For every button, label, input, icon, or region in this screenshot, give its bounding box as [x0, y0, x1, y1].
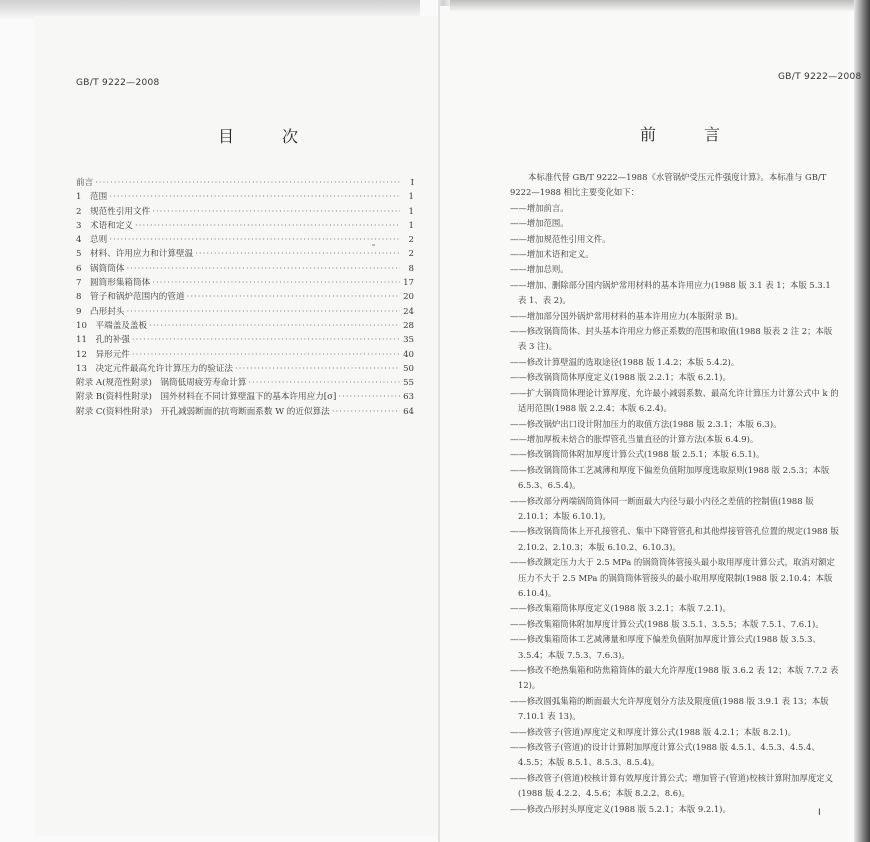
preface-change-item: ——修改管子(管道)厚度定义和厚度计算公式(1988 版 4.2.1；本版 8.2.1)。 [510, 726, 796, 737]
preface-change-list [510, 201, 840, 817]
toc-leader-dots [95, 178, 400, 188]
preface-change-item: ——修改管子(管道)的设计计算附加厚度计算公式(1988 版 4.5.1、4.5.3、4.5.4、4.5.5；本版 8.5.1、8.5.3、8.5.4)。 [510, 742, 820, 768]
toc-leader-dots [132, 335, 400, 345]
toc-entry-title: 附录 B(资料性附录) 国外材料在不同计算壁温下的基本许用应力[σ] [76, 392, 337, 403]
preface-change-item: ——修改部分两端锅筒筒体同一断面最大内径与最小内径之差值的控制值(1988 版 2.10.1；本版 6.10.1)。 [510, 495, 814, 521]
toc-entry-page: 40 [403, 349, 414, 360]
toc-entry [76, 362, 414, 376]
preface-change-item: ——扩大锅筒筒体理论计算厚度、允许最小减弱系数、最高允许计算压力计算公式中 k 的适用范围(1988 版 2.2.4；本版 6.2.4)。 [510, 387, 839, 414]
toc-entry-title: 附录 A(规范性附录) 锅筒低周疲劳寿命计算 [76, 378, 247, 389]
toc-entry-title: 3 术语和定义 [76, 220, 134, 231]
toc-entry-title: 6 锅筒筒体 [76, 263, 125, 274]
toc-entry-page: 1 [408, 206, 414, 217]
preface-change-item: ——增加厚板未焙合的胀焊管孔当量直径的计算方法(本版 6.4.9)。 [510, 433, 759, 444]
toc-entry [76, 262, 414, 276]
toc-entry-title: 附录 C(资料性附录) 开孔减弱断面的抗弯断面系数 W 的近似算法 [76, 406, 330, 417]
toc-entry-title: 前言 [76, 178, 94, 188]
toc-entry [76, 348, 414, 362]
toc-leader-dots [126, 307, 400, 317]
toc-entry-title: 11 孔的补强 [76, 335, 130, 346]
toc-entry [76, 305, 414, 319]
preface-change-item: ——修改集箱筒体工艺减薄量和厚度下偏差负值附加厚度计算公式(1988 版 3.5.3、3.5.4；本版 7.5.3、7.6.3)。 [510, 634, 821, 660]
preface-change-item: ——增加规范性引用文件。 [510, 233, 611, 244]
preface-change-item: ——修改凸形封头厚度定义(1988 版 5.2.1；本版 9.2.1)。 [510, 803, 731, 814]
preface-change-item: ——修改锅筒筒体附加厚度计算公式(1988 版 2.5.1；本版 6.5.1)。 [510, 449, 765, 460]
toc-entry-page: I [410, 178, 414, 188]
toc-entry-title: 12 异形元件 [76, 349, 130, 360]
toc-entry [76, 176, 414, 190]
preface-change-item: ——修改管子(管道)校核计算有效厚度计算公式；增加管子(管道)校核计算附加厚度定义(1988 版 4.2.2、4.5.6；本版 8.2.2、8.6)。 [510, 772, 833, 799]
toc-entry [76, 219, 414, 233]
toc-leader-dots [152, 207, 400, 217]
toc-leader-dots [126, 264, 400, 274]
toc-leader-dots [149, 321, 400, 331]
preface-heading: 前 言 [640, 125, 737, 144]
toc-entry-title: 5 材料、许用应力和计算壁温 [76, 249, 194, 260]
toc-entry-page: 20 [403, 292, 414, 303]
toc-entry-title: 13 决定元件最高允许计算压力的验证法 [76, 363, 234, 374]
left-standard-number: GB/T 9222—2008 [76, 78, 160, 88]
preface-body [510, 170, 840, 817]
table-of-contents [76, 176, 414, 419]
toc-entry-page: 8 [408, 263, 414, 274]
toc-entry-page: 1 [408, 192, 414, 203]
toc-entry [76, 190, 414, 204]
preface-change-item: ——修改集箱筒体附加厚度计算公式(1988 版 3.5.1、3.5.5；本版 7.5.1、7.6.1)。 [510, 618, 824, 629]
preface-change-item: ——增加、删除部分国内锅炉常用材料的基本许用应力(1988 版 3.1 表 1；本版 5.3.1 表 1、表 2)。 [510, 279, 831, 306]
toc-leader-dots [338, 392, 400, 402]
page-number: I [818, 808, 821, 818]
toc-leader-dots [135, 221, 400, 231]
toc-leader-dots [109, 235, 400, 245]
right-standard-number: GB/T 9222—2008 [778, 72, 862, 82]
toc-entry-page: 64 [403, 406, 414, 417]
preface-change-item: ——修改锅筒筒体、封头基本许用应力修正系数的范围和取值(1988 版表 2 注 2；本版表 3 注)。 [510, 326, 833, 352]
toc-entry [76, 319, 414, 333]
preface-change-item: ——增加部分国外锅炉常用材料的基本许用应力(本版附录 B)。 [510, 310, 744, 321]
toc-entry [76, 376, 414, 390]
toc-leader-dots [332, 407, 400, 417]
preface-change-item: ——修改圆弧集箱的断面最大允许厚度划分方法及限度值(1988 版 3.9.1 表 13；本版 7.10.1 表 13)。 [510, 695, 829, 722]
toc-entry-title: 4 总则 [76, 235, 108, 246]
toc-entry-title: 8 管子和锅炉范围内的管道 [76, 292, 185, 303]
preface-change-item: ——修改计算壁温的选取途径(1988 版 1.4.2；本版 5.4.2)。 [510, 356, 740, 367]
toc-leader-dots [248, 378, 400, 388]
preface-change-item: ——修改不绝热集箱和防焦箱筒体的最大允许厚度(1988 版 3.6.2 表 12；本版 7.7.2 表 12)。 [510, 665, 839, 691]
toc-entry-page: 63 [403, 392, 414, 403]
toc-entry [76, 290, 414, 304]
toc-entry-page: 35 [403, 335, 414, 346]
toc-entry [76, 205, 414, 219]
toc-entry [76, 247, 414, 261]
toc-entry [76, 233, 414, 247]
preface-change-item: ——增加范围。 [510, 218, 569, 229]
preface-change-item: ——修改锅炉出口设计附加压力的取值方法(1988 版 2.3.1；本版 6.3)。 [510, 418, 782, 429]
preface-change-item: ——增加术语和定义。 [510, 249, 594, 260]
preface-change-item: ——修改锅筒筒体上开孔接管孔、集中下降管管孔和其他焊接管管孔位置的规定(1988 版 2.10.2、2.10.3；本版 6.10.2、6.10.3)。 [510, 526, 839, 552]
toc-leader-dots [235, 364, 400, 374]
toc-heading: 目 次 [218, 127, 315, 146]
preface-change-item: ——修改锅筒筒体厚度定义(1988 版 2.2.1；本版 6.2.1)。 [510, 372, 731, 383]
toc-entry [76, 276, 414, 290]
toc-entry-title: 7 圆筒形集箱筒体 [76, 278, 151, 289]
toc-entry [76, 333, 414, 347]
toc-entry-page: 24 [403, 306, 414, 317]
toc-entry-page: 28 [403, 320, 414, 331]
toc-leader-dots [109, 192, 400, 202]
scan-speck [372, 244, 375, 246]
toc-entry-page: 55 [403, 378, 414, 389]
scan-edge-shadow [854, 0, 870, 842]
preface-change-item: ——修改额定压力大于 2.5 MPa 的锅筒筒体管接头最小取用厚度计算公式，取消对额定压力不大于 2.5 MPa 的锅筒筒体管接头的最小取用厚度限制(1988 版 2.10.4；本版 6.10.4)。 [510, 557, 835, 598]
scan-shadow-top-right [450, 0, 870, 12]
toc-entry-page: 50 [403, 363, 414, 374]
toc-entry-title: 9 凸形封头 [76, 306, 125, 317]
toc-leader-dots [132, 350, 400, 360]
toc-leader-dots [195, 249, 400, 259]
preface-change-item: ——修改锅筒筒体工艺减薄和厚度下偏差负值附加厚度选取原则(1988 版 2.5.3；本版 6.5.3、6.5.4)。 [510, 464, 830, 491]
preface-change-item: ——修改集箱筒体厚度定义(1988 版 3.2.1；本版 7.2.1)。 [510, 603, 731, 614]
toc-entry-page: 17 [403, 278, 414, 289]
toc-leader-dots [152, 278, 400, 288]
preface-intro: 本标准代替 GB/T 9222—1988《水管锅炉受压元件强度计算》。本标准与 GB/T 9222—1988 相比主要变化如下： [510, 172, 827, 198]
toc-entry-page: 2 [408, 249, 414, 260]
toc-entry-page: 1 [408, 220, 414, 231]
toc-entry-title: 2 规范性引用文件 [76, 206, 151, 217]
toc-leader-dots [187, 292, 400, 302]
toc-entry-page: 2 [408, 235, 414, 246]
toc-entry-title: 10 平端盖及盖板 [76, 320, 148, 331]
preface-change-item: ——增加前言。 [510, 202, 569, 213]
preface-change-item: ——增加总则。 [510, 264, 569, 275]
toc-entry [76, 390, 414, 404]
toc-entry [76, 405, 414, 419]
toc-entry-title: 1 范围 [76, 192, 108, 203]
